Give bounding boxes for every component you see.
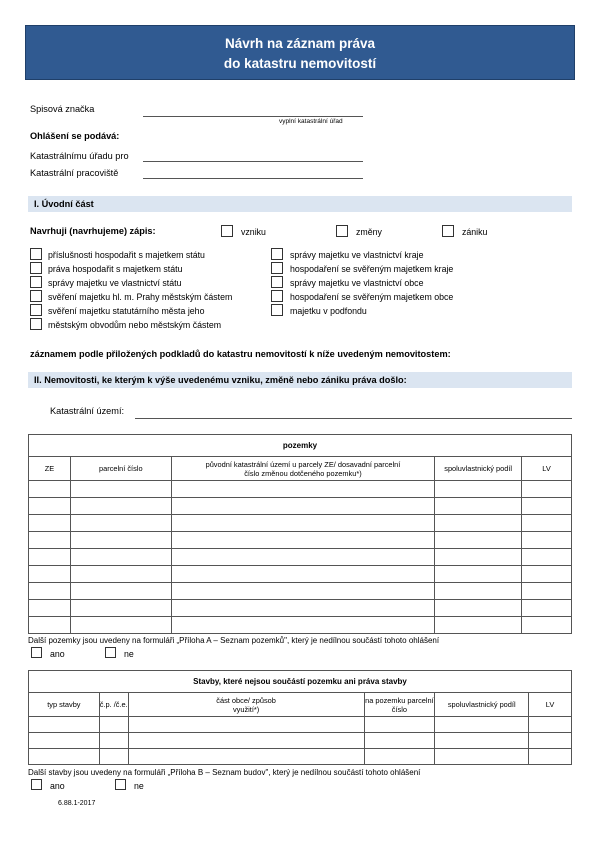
stavby-title: Stavby, které nejsou součástí pozemku ani práva stavby: [29, 671, 572, 693]
ohlaseni-label: Ohlášení se podává:: [30, 131, 120, 141]
table-row[interactable]: [29, 566, 572, 583]
right-item-4: hospodaření se svěřeným majetkem obce: [290, 292, 454, 302]
pozemky-ne-checkbox[interactable]: [105, 647, 116, 658]
pozemky-ne-label: ne: [124, 649, 134, 659]
col-lv: LV: [522, 457, 572, 481]
left-item-1: příslušnosti hospodařit s majetkem státu: [48, 250, 205, 260]
section-1-header: I. Úvodní část: [28, 196, 572, 212]
katastralni-field[interactable]: [135, 418, 572, 419]
left-item-5: svěření majetku statutárního města jeho: [48, 306, 205, 316]
checkbox-right-3[interactable]: [271, 276, 283, 288]
table-row[interactable]: [29, 749, 572, 765]
katastralni-label: Katastrální území:: [50, 406, 125, 416]
left-item-4: svěření majetku hl. m. Prahy městským částem: [48, 292, 233, 302]
right-item-5: majetku v podfondu: [290, 306, 367, 316]
col-podil: spoluvlastnický podíl: [435, 457, 522, 481]
col-lv: LV: [529, 693, 572, 717]
table-row[interactable]: [29, 515, 572, 532]
col-typ: typ stavby: [29, 693, 100, 717]
stavby-table: [28, 670, 572, 765]
urad-field[interactable]: [143, 161, 363, 162]
stavby-ne-label: ne: [134, 781, 144, 791]
checkbox-left-1[interactable]: [30, 248, 42, 260]
zaniku-label: zániku: [462, 227, 488, 237]
checkbox-right-2[interactable]: [271, 262, 283, 274]
right-item-3: správy majetku ve vlastnictví obce: [290, 278, 424, 288]
form-title-line2: do katastru nemovitostí: [223, 56, 377, 71]
pozemky-ano-checkbox[interactable]: [31, 647, 42, 658]
vzniku-label: vzniku: [241, 227, 266, 237]
stavby-ne-checkbox[interactable]: [115, 779, 126, 790]
statement-text: záznamem podle přiložených podkladů do katastru nemovitostí k níže uvedeným nemovitostem:: [30, 349, 451, 359]
left-item-6: městským obvodům nebo městským částem: [48, 320, 222, 330]
col-na-pozemku: na pozemku parcelní číslo: [364, 693, 435, 717]
pozemky-note: Další pozemky jsou uvedeny na formuláři „Příloha A – Seznam pozemků", který je nedílnou součástí tohoto ohlášení: [28, 636, 440, 645]
table-row[interactable]: [29, 481, 572, 498]
table-row[interactable]: [29, 549, 572, 566]
table-row[interactable]: [29, 617, 572, 634]
checkbox-right-5[interactable]: [271, 304, 283, 316]
form-title-line1: Návrh na záznam práva: [224, 36, 376, 51]
stavby-note: Další stavby jsou uvedeny na formuláři „Příloha B – Seznam budov", který je nedílnou součástí tohoto ohlášení: [28, 768, 421, 777]
checkbox-left-4[interactable]: [30, 290, 42, 302]
col-parcelni: parcelní číslo: [70, 457, 171, 481]
form-code: 6.88.1-2017: [58, 800, 96, 807]
col-cast-obce: část obce/ způsob využití*): [128, 693, 364, 717]
col-ze: ZE: [29, 457, 71, 481]
pracoviste-field[interactable]: [143, 178, 363, 179]
table-row[interactable]: [29, 583, 572, 600]
pozemky-title: pozemky: [29, 435, 572, 457]
spisova-field[interactable]: [143, 116, 363, 117]
stavby-ano-label: ano: [50, 781, 65, 791]
checkbox-left-6[interactable]: [30, 318, 42, 330]
pozemky-table: [28, 434, 572, 634]
form-title-banner: [25, 25, 575, 80]
urad-label: Katastrálnímu úřadu pro: [30, 151, 129, 161]
checkbox-left-2[interactable]: [30, 262, 42, 274]
section-2-header: II. Nemovitosti, ke kterým k výše uvedenému vzniku, změně nebo zániku práva došlo:: [28, 372, 572, 388]
stavby-ano-checkbox[interactable]: [31, 779, 42, 790]
zmeny-label: změny: [356, 227, 382, 237]
table-row[interactable]: [29, 532, 572, 549]
zmeny-checkbox[interactable]: [336, 225, 348, 237]
zaniku-checkbox[interactable]: [442, 225, 454, 237]
navrhuji-label: Navrhuji (navrhujeme) zápis:: [30, 226, 156, 236]
spisova-label: Spisová značka: [30, 104, 95, 114]
col-puvodni: původní katastrální území u parcely ZE/ dosavadní parcelní číslo změnou dotčeného pozemku*): [171, 457, 435, 481]
left-item-2: práva hospodařit s majetkem státu: [48, 264, 183, 274]
col-podil: spoluvlastnický podíl: [435, 693, 529, 717]
table-row[interactable]: [29, 600, 572, 617]
left-item-3: správy majetku ve vlastnictví státu: [48, 278, 182, 288]
spisova-hint: vyplní katastrální úřad: [279, 118, 343, 125]
checkbox-right-1[interactable]: [271, 248, 283, 260]
table-row[interactable]: [29, 733, 572, 749]
checkbox-right-4[interactable]: [271, 290, 283, 302]
checkbox-left-3[interactable]: [30, 276, 42, 288]
table-row[interactable]: [29, 717, 572, 733]
right-item-2: hospodaření se svěřeným majetkem kraje: [290, 264, 454, 274]
table-row[interactable]: [29, 498, 572, 515]
pozemky-ano-label: ano: [50, 649, 65, 659]
right-item-1: správy majetku ve vlastnictví kraje: [290, 250, 424, 260]
col-cp: č.p. /č.e.: [99, 693, 128, 717]
pracoviste-label: Katastrální pracoviště: [30, 168, 119, 178]
vzniku-checkbox[interactable]: [221, 225, 233, 237]
checkbox-left-5[interactable]: [30, 304, 42, 316]
